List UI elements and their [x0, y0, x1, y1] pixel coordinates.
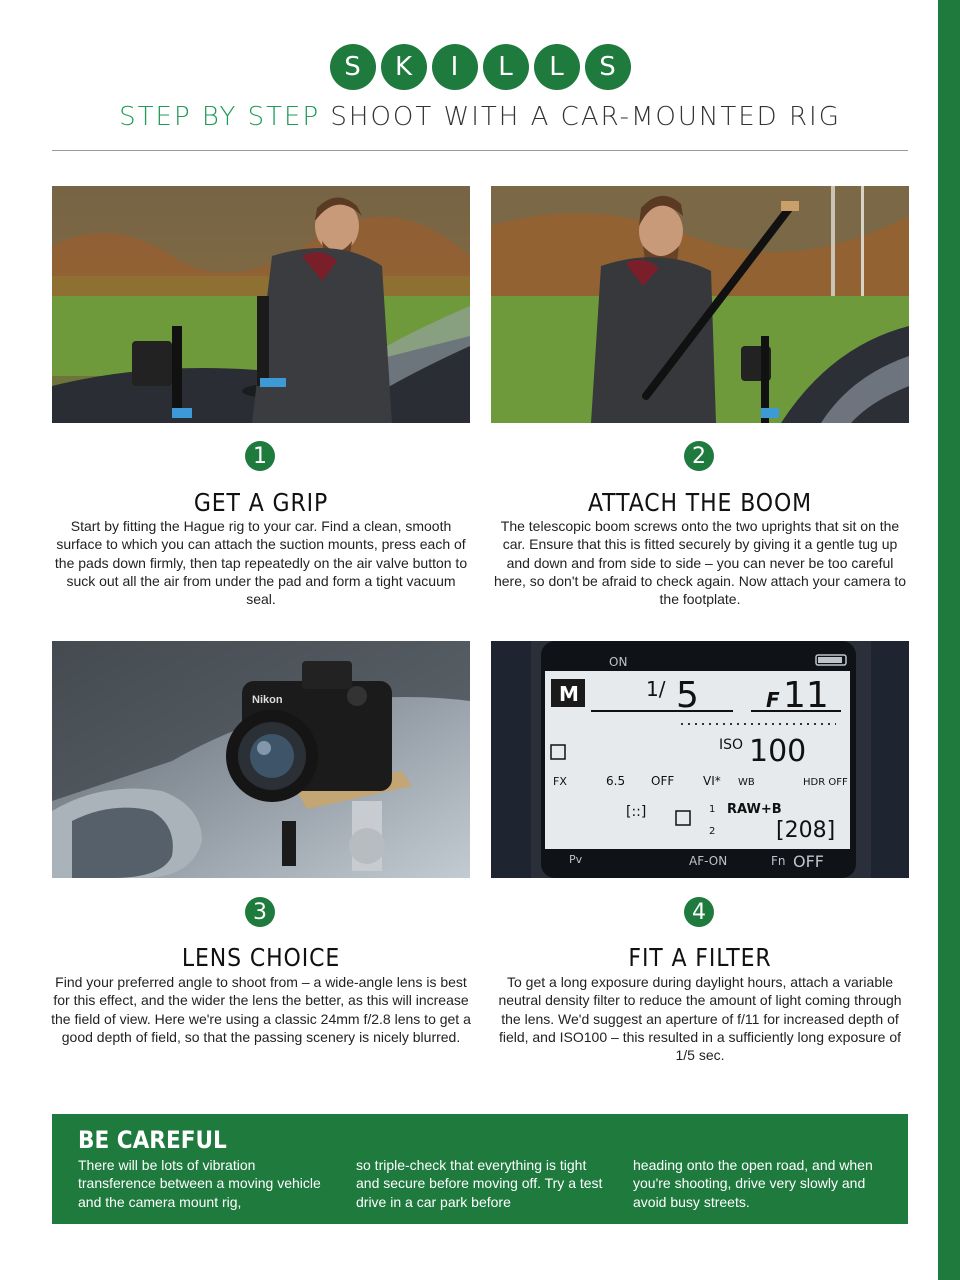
step-3-photo — [52, 641, 470, 878]
lcd-burst: 6.5 — [606, 774, 626, 788]
page-title — [0, 102, 960, 132]
step-2-heading: ATTACH THE BOOM — [587, 488, 813, 517]
title-divider — [52, 150, 908, 151]
lcd-fn: Fn — [771, 854, 786, 868]
camera-brand-label: Nikon — [252, 694, 283, 706]
lcd-af-area-icon: [::] — [626, 804, 647, 820]
lcd-aperture: 11 — [783, 675, 829, 716]
step-1-heading: GET A GRIP — [193, 488, 329, 517]
lcd-adl: OFF — [651, 774, 675, 788]
skills-letter: S — [330, 44, 376, 90]
step-3-heading: LENS CHOICE — [181, 943, 341, 972]
skills-badge-row — [0, 44, 960, 90]
be-careful-box — [52, 1114, 908, 1224]
lcd-on-label: ON — [609, 655, 628, 669]
step-3-number: 3 — [245, 897, 275, 927]
step-4-number: 4 — [684, 897, 714, 927]
lcd-pv: Pv — [569, 853, 583, 866]
step-4-photo — [491, 641, 909, 878]
lcd-af-on: AF-ON — [689, 854, 728, 868]
step-3-body: Find your preferred angle to shoot from – a wide-angle lens is best for this effect, and the wider the lens the better, as this will increase the field of view. Here we're using a classic 24mm f/2.8 lens to get a good depth of field, so that the passing scenery is nicely blurred. — [51, 974, 471, 1045]
lcd-fn-value: OFF — [793, 852, 824, 871]
lcd-shots: [208] — [776, 818, 836, 843]
be-careful-title: BE CAREFUL — [78, 1126, 227, 1154]
step-1-number: 1 — [245, 441, 275, 471]
page-edge-stripe — [938, 0, 960, 1280]
lcd-wb: WB — [738, 777, 755, 788]
step-4-heading: FIT A FILTER — [628, 943, 772, 972]
step-1-body: Start by fitting the Hague rig to your car. Find a clean, smooth surface to which you can attach the suction mounts, press each of the pads down firmly, then tap repeatedly on the air valve button to suck out all the air from under the pad and form a tight vacuum seal. — [54, 518, 468, 608]
skills-letter: K — [381, 44, 427, 90]
skills-letter: L — [483, 44, 529, 90]
lcd-slot2: 2 — [709, 826, 716, 837]
be-careful-column-3: heading onto the open road, and when you're shooting, drive very slowly and avoid busy streets. — [633, 1157, 873, 1210]
lcd-shutter: 5 — [676, 675, 699, 716]
lcd-mode: M — [559, 682, 579, 706]
step-2-number: 2 — [684, 441, 714, 471]
skills-letter: I — [432, 44, 478, 90]
lcd-shutter-prefix: 1/ — [646, 677, 666, 701]
step-4-body: To get a long exposure during daylight hours, attach a variable neutral density filter to reduce the amount of light coming through the lens. We'd suggest an aperture of f/11 for increased depth of field, and ISO100 – this resulted in a sufficiently long exposure of 1/5 sec. — [498, 974, 902, 1064]
skills-letter: L — [534, 44, 580, 90]
lcd-fx: FX — [553, 775, 567, 788]
be-careful-column-1: There will be lots of vibration transference between a moving vehicle and the camera mount rig, — [78, 1157, 321, 1210]
lcd-quality: RAW+B — [727, 802, 782, 817]
skills-letter: S — [585, 44, 631, 90]
lcd-slot1: 1 — [709, 804, 716, 815]
lcd-iso-label: ISO — [719, 737, 744, 753]
lcd-iso: 100 — [749, 734, 807, 769]
step-2-body: The telescopic boom screws onto the two uprights that sit on the car. Ensure that this is fitted securely by giving it a gentle tug up and down and from side to side – you can never be too careful here, so don't be afraid to check again. Now attach your camera to the footplate. — [493, 518, 906, 608]
step-1-photo — [52, 186, 470, 423]
be-careful-column-2: so triple-check that everything is tight and secure before moving off. Try a test drive in a car park before — [356, 1157, 603, 1210]
page-title-main: SHOOT WITH A CAR-MOUNTED RIG — [330, 102, 841, 132]
step-2-photo — [491, 186, 909, 423]
page-title-accent: STEP BY STEP — [119, 102, 321, 132]
lcd-aperture-prefix: F — [766, 688, 780, 712]
lcd-hdr: HDR OFF — [803, 777, 848, 788]
lcd-picture-control: VI* — [703, 774, 721, 788]
